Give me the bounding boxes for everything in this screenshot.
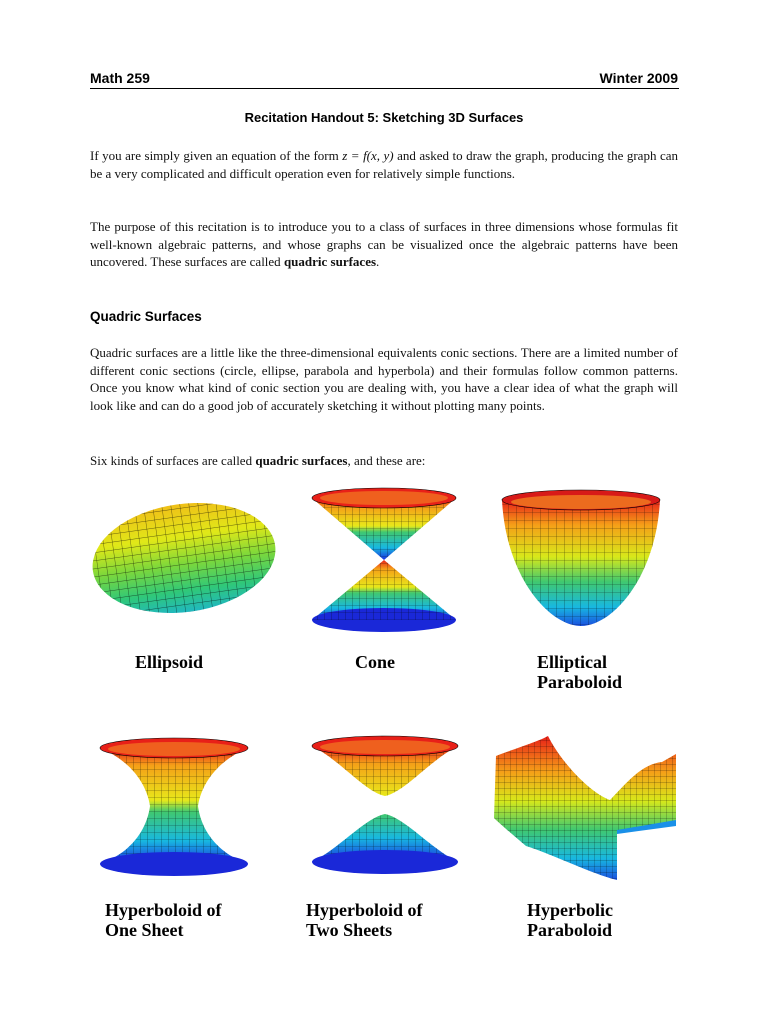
cone-figure [310,486,458,634]
hyperboloid-one-sheet-figure [98,734,250,878]
section-paragraph-1: Quadric surfaces are a little like the three-dimensional equivalents conic sections. There are a limited number of different conic sections (circle, ellipse, parabola and hyperbola) and their formulas follow common patterns. Once you know what kind of conic section you are dealing with, you have a clear idea of what the graph will look like and can do a good job of accurately sketching it without plotting many points. [90,345,678,413]
section-p2-bold: quadric surfaces [255,453,348,468]
intro-p2-text-a: The purpose of this recitation is to introduce you to a class of surfaces in three dimensions whose formulas fit well-known algebraic patterns, and whose graphs can be visualized once the algebraic patterns have been uncovered. These surfaces are called [90,219,678,269]
elliptical-paraboloid-label-line2: Paraboloid [537,672,623,692]
ellipsoid-figure [88,500,280,616]
hyperboloid-one-sheet-label [105,900,222,940]
header-rule [90,88,679,89]
elliptical-paraboloid-figure [500,488,662,628]
section-paragraph-2 [90,452,678,470]
hyperboloid-two-sheets-label [306,900,423,940]
section-p2-text-b: , and these are: [347,453,426,468]
intro-p2-bold: quadric surfaces [283,254,377,269]
hyperboloid-two-sheets-label-line2: Two Sheets [306,920,393,940]
intro-p2-text-b: . [376,254,380,269]
hyperbolic-paraboloid-label-line2: Paraboloid [527,920,613,940]
hyperboloid-two-sheets-label-line1: Hyperboloid of [306,900,423,920]
elliptical-paraboloid-label [537,652,622,692]
elliptical-paraboloid-label-line1: Elliptical [537,652,608,672]
page-title: Recitation Handout 5: Sketching 3D Surfaces [244,110,524,125]
section-heading: Quadric Surfaces [90,309,202,324]
hyperboloid-one-sheet-label-line2: One Sheet [105,920,184,940]
hyperboloid-one-sheet-label-line1: Hyperboloid of [105,900,222,920]
intro-p1-text-b: and asked to draw the graph, producing the graph can be a very complicated and difficult operation even for relatively simple functions. [90,148,678,181]
cone-label [355,652,395,672]
hyperbolic-paraboloid-label-line1: Hyperbolic [527,900,613,920]
cone-label-line1: Cone [355,652,395,672]
course-label: Math 259 [90,70,150,86]
hyperboloid-two-sheets-figure [310,734,460,878]
intro-paragraph-2 [90,218,678,271]
term-label: Winter 2009 [599,70,678,86]
intro-p1-text-a: If you are simply given an equation of the form [90,148,343,163]
intro-paragraph-1 [90,147,678,182]
section-p2-text-a: Six kinds of surfaces are called [90,453,256,468]
ellipsoid-label-line1: Ellipsoid [135,652,204,672]
hyperbolic-paraboloid-label [527,900,613,940]
intro-p1-math: z = f(x, y) [342,148,394,163]
ellipsoid-label [135,652,203,672]
hyperbolic-paraboloid-figure [492,734,678,884]
